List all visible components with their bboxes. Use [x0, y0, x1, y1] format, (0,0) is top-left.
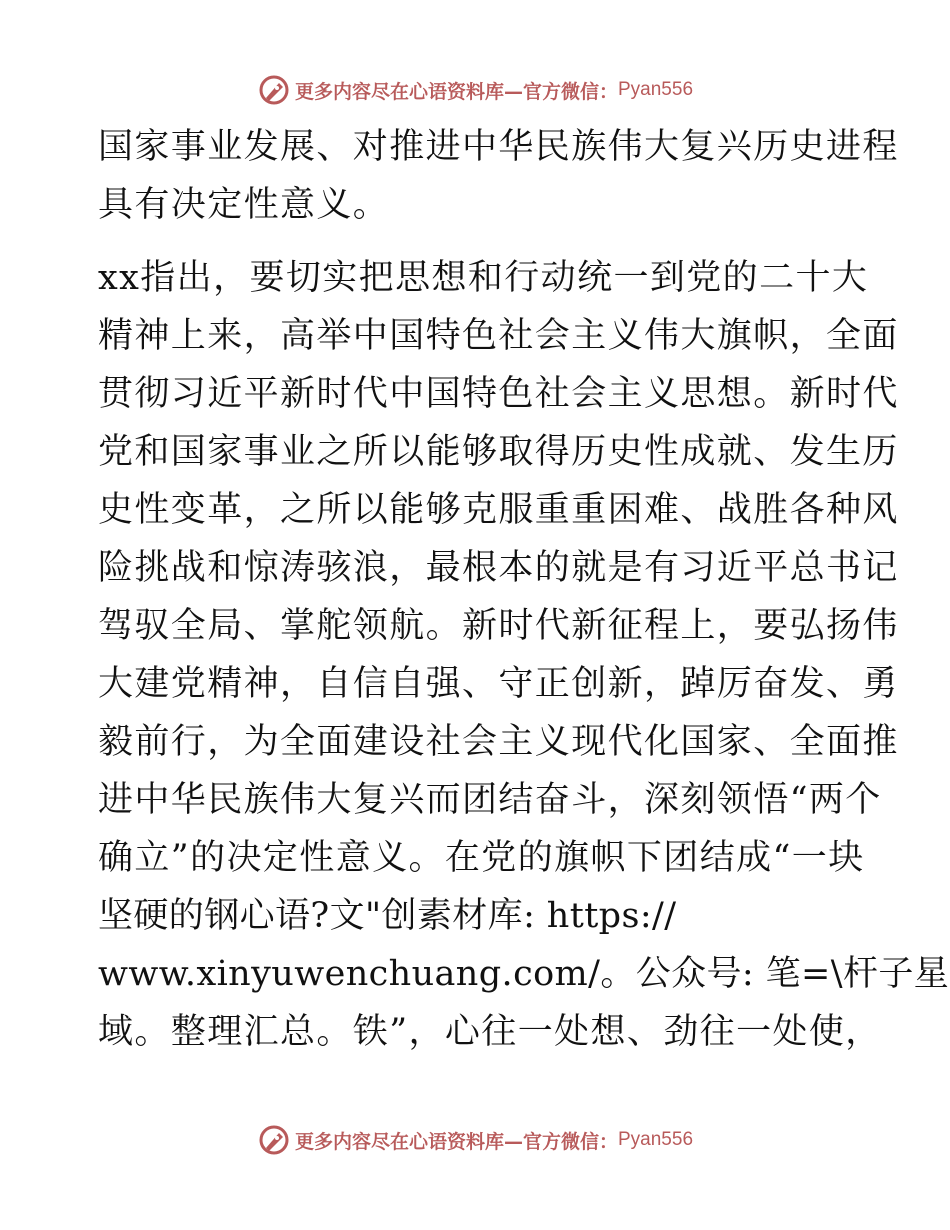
watermark-site-text: 更多内容尽在心语资料库— [294, 1130, 523, 1153]
paragraph-2-line-10: 进中华民族伟大复兴而团结奋斗，深刻领悟“两个 [98, 780, 882, 820]
watermark-site-text: 更多内容尽在心语资料库— [294, 80, 523, 103]
paragraph-1-line-1: 国家事业发展、对推进中华民族伟大复兴历史进程 [98, 127, 899, 167]
pen-nib-logo-icon [257, 1123, 291, 1157]
paragraph-spacer [98, 234, 858, 249]
paragraph-2-line-4: 党和国家事业之所以能够取得历史性成就、发生历 [98, 432, 899, 472]
watermark-wechat-id: Pyan556 [618, 1129, 694, 1150]
watermark-wechat-id: Pyan556 [618, 79, 694, 100]
document-body [98, 118, 950, 1061]
paragraph-2-line-1: xx指出，要切实把思想和行动统一到党的二十大 [98, 258, 869, 298]
paragraph-2-line-2: 精神上来，高举中国特色社会主义伟大旗帜，全面 [98, 316, 899, 356]
header-watermark [0, 70, 950, 110]
paragraph-2-line-13: www.xinyuwenchuang.com/。公众号: 笔=\杆子星 [98, 954, 950, 994]
footer-watermark [0, 1120, 950, 1160]
paragraph-2-line-3: 贯彻习近平新时代中国特色社会主义思想。新时代 [98, 374, 899, 414]
paragraph-2-line-12: 坚硬的钢心语?文"创素材库: https:// [98, 896, 677, 936]
paragraph-2-line-7: 驾驭全局、掌舵领航。新时代新征程上，要弘扬伟 [98, 606, 899, 646]
paragraph-2-line-5: 史性变革，之所以能够克服重重困难、战胜各种风 [98, 490, 899, 530]
watermark-wechat-label: 官方微信： [522, 80, 618, 103]
paragraph-2-line-11: 确立”的决定性意义。在党的旗帜下团结成“一块 [98, 838, 865, 878]
paragraph-2-line-9: 毅前行，为全面建设社会主义现代化国家、全面推 [98, 722, 899, 762]
paragraph-1-line-2: 具有决定性意义。 [98, 185, 390, 225]
paragraph-2-line-8: 大建党精神，自信自强、守正创新，踔厉奋发、勇 [98, 664, 899, 704]
watermark-wechat-label: 官方微信： [522, 1130, 618, 1153]
pen-nib-logo-icon [257, 73, 291, 107]
paragraph-2-line-14: 域。整理汇总。铁”，心往一处想、劲往一处使， [98, 1012, 882, 1052]
paragraph-2-line-6: 险挑战和惊涛骇浪，最根本的就是有习近平总书记 [98, 548, 899, 588]
